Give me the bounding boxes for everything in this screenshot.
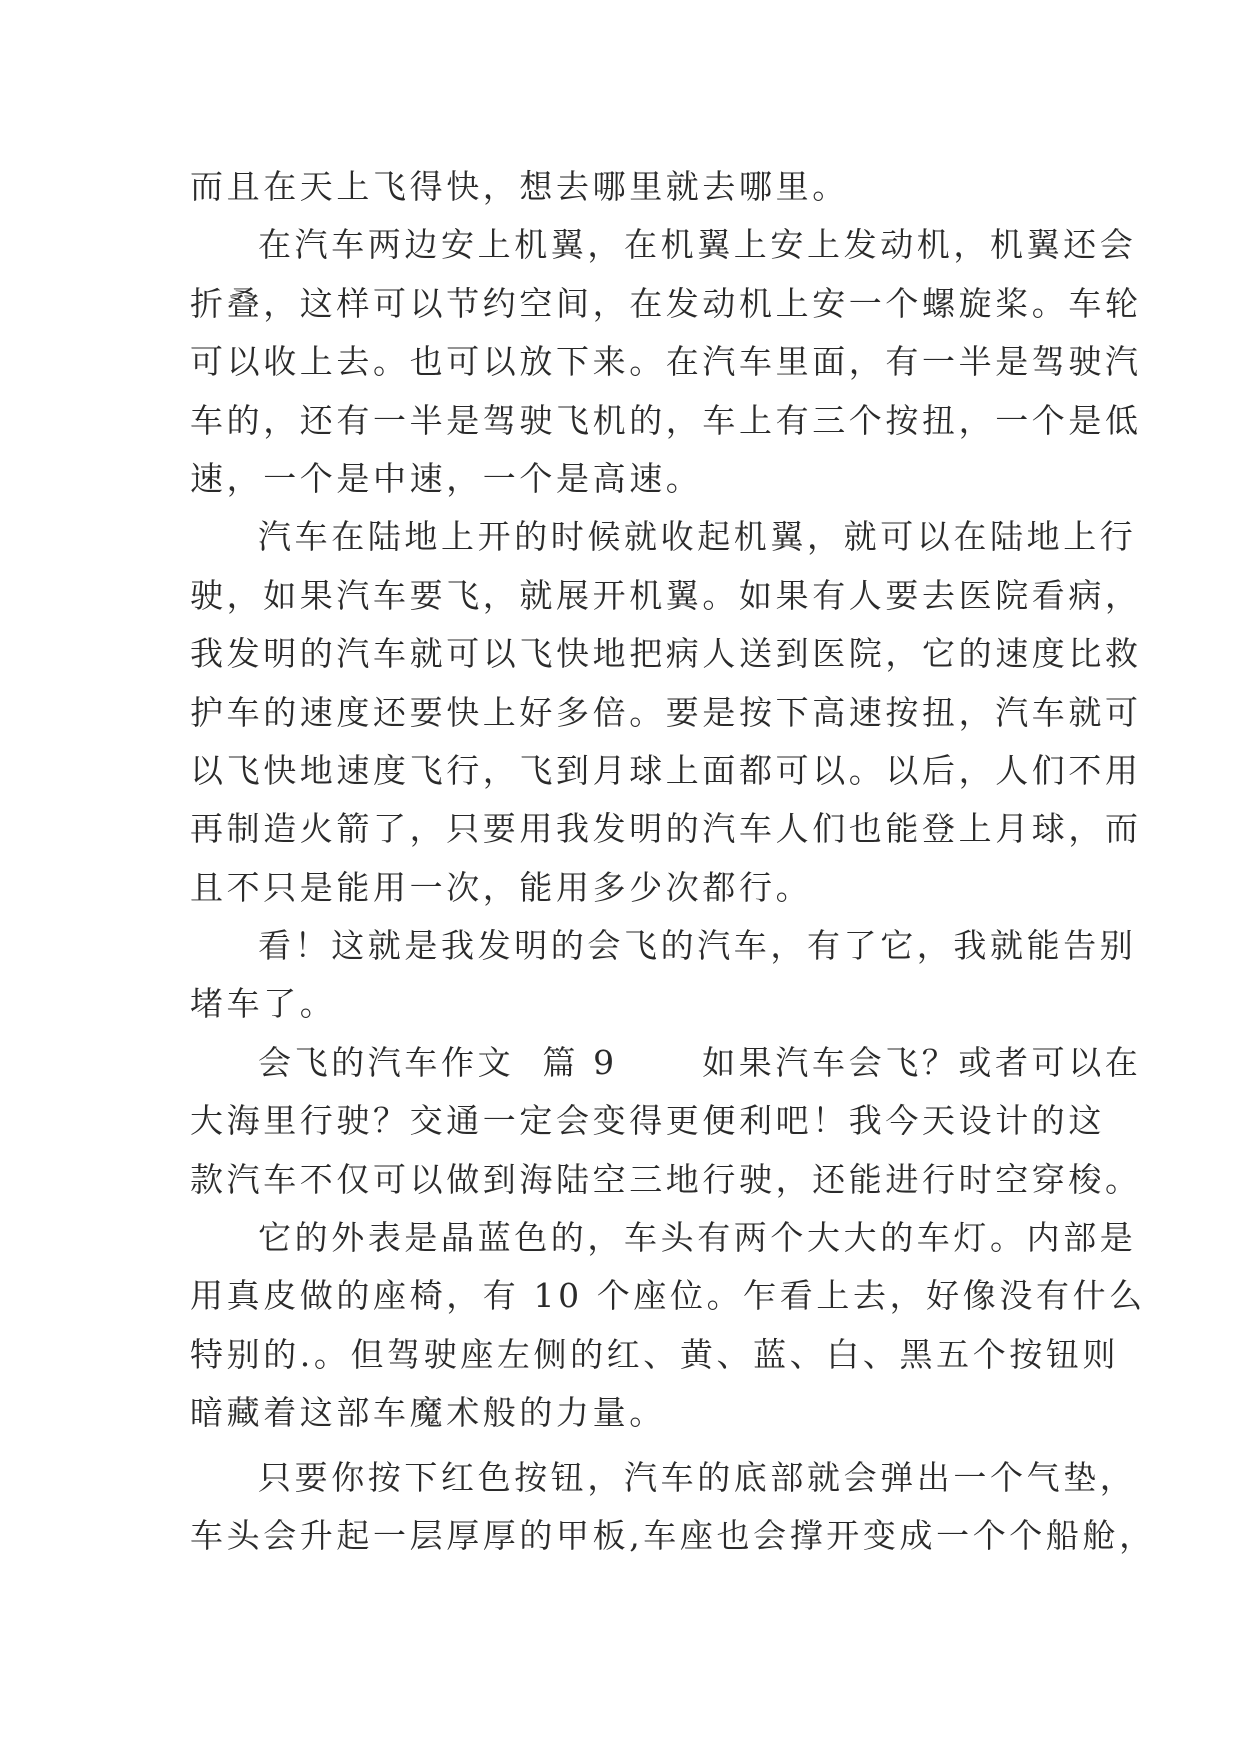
text-line: 车头会升起一层厚厚的甲板,车座也会撑开变成一个个船舱， [190,1515,1156,1555]
text-line: 会飞的汽车作文 篇 9 如果汽车会飞？或者可以在 [258,1042,1142,1082]
text-line: 护车的速度还要快上好多倍。要是按下高速按扭，汽车就可 [190,692,1142,732]
text-line: 在汽车两边安上机翼，在机翼上安上发动机，机翼还会 [258,225,1137,265]
text-line: 用真皮做的座椅，有 10 个座位。乍看上去，好像没有什么 [190,1276,1146,1316]
text-line: 特别的.。但驾驶座左侧的红、黄、蓝、白、黑五个按钮则 [190,1334,1120,1374]
text-line: 只要你按下红色按钮，汽车的底部就会弹出一个气垫， [258,1457,1137,1497]
text-line: 暗藏着这部车魔术般的力量。 [190,1393,666,1433]
text-line: 看！这就是我发明的会飞的汽车，有了它，我就能告别 [258,926,1137,966]
text-line: 速，一个是中速，一个是高速。 [190,458,703,498]
text-line: 再制造火箭了，只要用我发明的汽车人们也能登上月球，而 [190,809,1142,849]
text-line: 可以收上去。也可以放下来。在汽车里面，有一半是驾驶汽 [190,342,1142,382]
text-line: 车的，还有一半是驾驶飞机的，车上有三个按扭，一个是低 [190,400,1142,440]
text-line: 汽车在陆地上开的时候就收起机翼，就可以在陆地上行 [258,517,1137,557]
text-line: 且不只是能用一次，能用多少次都行。 [190,867,813,907]
document-body [190,158,1156,1565]
text-line: 折叠，这样可以节约空间，在发动机上安一个螺旋桨。车轮 [190,283,1142,323]
text-line: 大海里行驶？交通一定会变得更便利吧！我今天设计的这 [190,1101,1105,1141]
text-line: 款汽车不仅可以做到海陆空三地行驶，还能进行时空穿梭。 [190,1159,1142,1199]
text-line: 它的外表是晶蓝色的，车头有两个大大的车灯。内部是 [258,1218,1137,1258]
text-line: 以飞快地速度飞行，飞到月球上面都可以。以后，人们不用 [190,750,1142,790]
text-line: 堵车了。 [190,984,337,1024]
text-line: 而且在天上飞得快，想去哪里就去哪里。 [190,167,849,206]
text-line: 驶，如果汽车要飞，就展开机翼。如果有人要去医院看病， [190,575,1142,615]
text-line: 我发明的汽车就可以飞快地把病人送到医院，它的速度比救 [190,634,1142,674]
